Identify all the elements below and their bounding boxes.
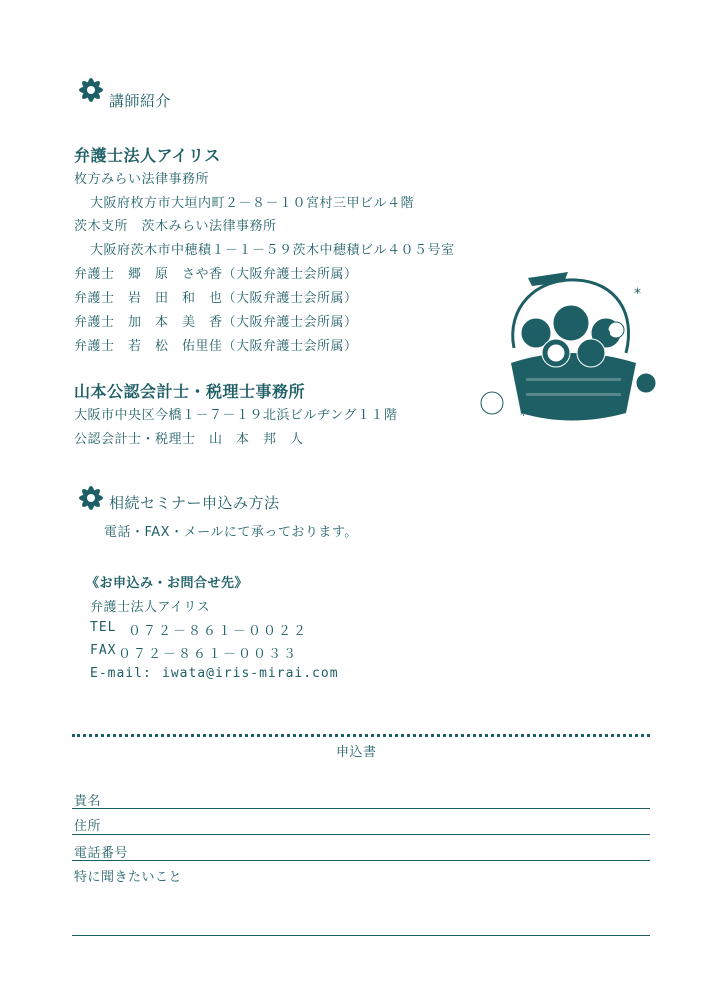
office1-name: 枚方みらい法律事務所	[74, 172, 210, 187]
tel-label: TEL	[90, 620, 117, 635]
email-address[interactable]: iwata@iris-mirai.com	[162, 666, 339, 681]
phone-field-line[interactable]	[72, 860, 650, 861]
cut-line	[72, 734, 650, 737]
phone-field-label: 電話番号	[74, 846, 129, 861]
office2-address: 大阪府茨木市中穂積１－１－５９茨木中穂積ビル４０５号室	[90, 243, 455, 258]
fax-label: FAX	[90, 643, 117, 658]
questions-field-line[interactable]	[72, 935, 650, 936]
name-field-label: 貴名	[74, 794, 102, 809]
questions-field-label: 特に聞きたいこと	[74, 870, 183, 885]
svg-text:*: *	[634, 286, 641, 302]
firm2-name: 山本公認会計士・税理士事務所	[74, 382, 306, 401]
office1-address: 大阪府枚方市大垣内町２－８－１０宮村三甲ビル４階	[90, 196, 415, 211]
flower-icon	[74, 75, 108, 105]
firm2-address: 大阪市中央区今橋１－７－１９北浜ビルヂング１１階	[74, 408, 398, 423]
email-label: E-mail:	[90, 666, 152, 681]
apply-text: 電話・FAX・メールにて承っております。	[104, 525, 358, 540]
contact-heading: 《お申込み・お問合せ先》	[86, 576, 249, 591]
firm1-name: 弁護士法人アイリス	[74, 146, 221, 165]
address-field-line[interactable]	[72, 834, 650, 835]
lecturer-heading: 講師紹介	[109, 92, 172, 110]
fax-number: ０７２－８６１－００３３	[118, 647, 299, 662]
contact-org: 弁護士法人アイリス	[90, 600, 211, 615]
tel-number: ０７２－８６１－００２２	[128, 624, 309, 639]
apply-heading: 相続セミナー申込み方法	[109, 494, 280, 512]
form-title: 申込書	[336, 745, 377, 760]
office2-name: 茨木支所 茨木みらい法律事務所	[74, 219, 277, 234]
name-field-line[interactable]	[72, 808, 650, 809]
flower-icon	[74, 483, 108, 513]
lawyer-line: 弁護士 若 松 佑里佳（大阪弁護士会所属）	[74, 339, 358, 354]
svg-text:*: *	[520, 408, 527, 424]
flower-basket-illustration	[476, 268, 666, 428]
lawyer-line: 弁護士 岩 田 和 也（大阪弁護士会所属）	[74, 291, 358, 306]
lawyer-line: 弁護士 加 本 美 香（大阪弁護士会所属）	[74, 315, 358, 330]
firm2-person: 公認会計士・税理士 山 本 邦 人	[74, 432, 304, 447]
lawyer-line: 弁護士 郷 原 さや香（大阪弁護士会所属）	[74, 267, 358, 282]
address-field-label: 住所	[74, 819, 102, 834]
